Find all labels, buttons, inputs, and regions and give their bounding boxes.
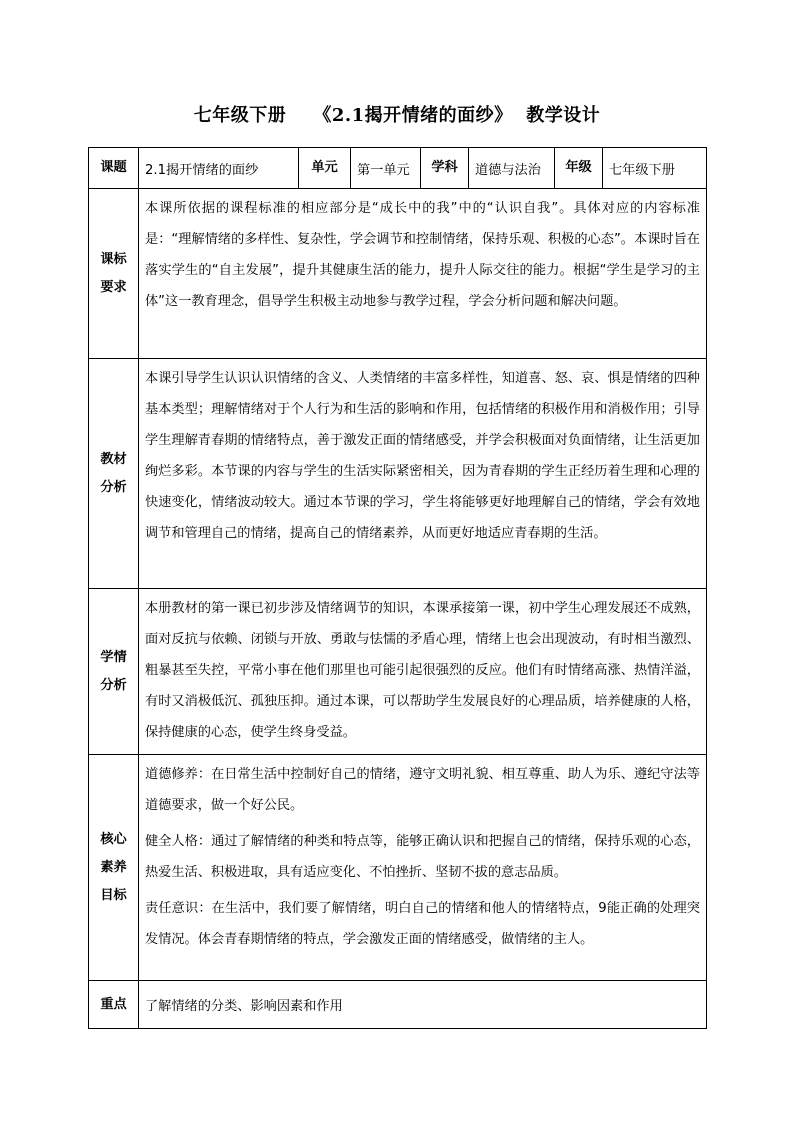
students-label bbox=[89, 589, 139, 755]
standards-text: 本课所依据的课程标准的相应部分是“成长中的我”中的“认识自我”。具体对应的内容标准是：“理解情绪的多样性、复杂性，学会调节和控制情绪，保持乐观、积极的心态”。本课时旨在落实学生的“自主发展”，提升其健康生活的能力，提升人际交往的能力。根据“学生是学习的主体”这一教育理念，倡导学生积极主动地参与教学过程，学会分析问题和解决问题。 bbox=[139, 189, 707, 359]
grade-value: 七年级下册 bbox=[603, 148, 707, 189]
students-text: 本册教材的第一课已初步涉及情绪调节的知识，本课承接第一课，初中学生心理发展还不成熟，面对反抗与依赖、闭锁与开放、勇敢与怯懦的矛盾心理，情绪上也会出现波动，有时相当激烈、粗暴甚至失控，平常小事在他们那里也可能引起很强烈的反应。他们有时情绪高涨、热情洋溢，有时又消极低沉、孤独压抑。通过本课，可以帮助学生发展良好的心理品质，培养健康的人格，保持健康的心态，使学生终身受益。 bbox=[139, 589, 707, 755]
textbook-label-line1: 教材 bbox=[100, 451, 127, 467]
literacy-label bbox=[89, 755, 139, 981]
standards-label-line1: 课标 bbox=[100, 251, 127, 267]
lesson-plan-table bbox=[88, 147, 707, 1029]
students-label-line2: 分析 bbox=[100, 677, 127, 693]
textbook-text: 本课引导学生认识认识情绪的含义、人类情绪的丰富多样性，知道喜、怒、哀、惧是情绪的四种基本类型；理解情绪对于个人行为和生活的影响和作用，包括情绪的积极作用和消极作用；引导学生理解青春期的情绪特点，善于激发正面的情绪感受，并学会积极面对负面情绪，让生活更加绚烂多彩。本节课的内容与学生的生活实际紧密相关，因为青春期的学生正经历着生理和心理的快速变化，情绪波动较大。通过本节课的学习，学生将能够更好地理解自己的情绪，学会有效地调节和管理自己的情绪，提高自己的情绪素养，从而更好地适应青春期的生活。 bbox=[139, 359, 707, 589]
literacy-personality-paragraph: 健全人格：通过了解情绪的种类和特点等，能够正确认识和把握自己的情绪，保持乐观的心态，热爱生活、积极进取，具有适应变化、不怕挫折、坚韧不拔的意志品质。 bbox=[145, 834, 700, 880]
students-label-line1: 学情 bbox=[100, 649, 127, 665]
standards-label bbox=[89, 189, 139, 359]
grade-label: 年级 bbox=[555, 148, 603, 189]
literacy-responsibility-paragraph: 责任意识：在生活中，我们要了解情绪，明白自己的情绪和他人的情绪特点，9能正确的处理突发情况。体会青春期情绪的特点，学会激发正面的情绪感受，做情绪的主人。 bbox=[145, 901, 700, 947]
literacy-moral-paragraph: 道德修养：在日常生活中控制好自己的情绪，遵守文明礼貌、相互尊重、助人为乐、遵纪守法等道德要求，做一个好公民。 bbox=[145, 767, 700, 813]
header-row bbox=[89, 148, 707, 189]
textbook-label bbox=[89, 359, 139, 589]
standards-label-line2: 要求 bbox=[100, 279, 127, 295]
subject-label: 学科 bbox=[421, 148, 469, 189]
key-points-text: 了解情绪的分类、影响因素和作用 bbox=[139, 981, 707, 1029]
key-points-label: 重点 bbox=[89, 981, 139, 1029]
unit-value: 第一单元 bbox=[351, 148, 421, 189]
document-title: 七年级下册 《2.1揭开情绪的面纱》 教学设计 bbox=[193, 105, 601, 126]
literacy-label-line1: 核心 bbox=[100, 831, 127, 847]
key-points-row bbox=[89, 981, 707, 1029]
literacy-text bbox=[139, 755, 707, 981]
topic-value: 2.1揭开情绪的面纱 bbox=[139, 148, 299, 189]
unit-label: 单元 bbox=[299, 148, 351, 189]
students-row bbox=[89, 589, 707, 755]
literacy-label-line2: 素养 bbox=[100, 859, 127, 875]
topic-label: 课题 bbox=[89, 148, 139, 189]
subject-value: 道德与法治 bbox=[469, 148, 555, 189]
literacy-label-line3: 目标 bbox=[100, 887, 127, 903]
textbook-row bbox=[89, 359, 707, 589]
standards-row bbox=[89, 189, 707, 359]
literacy-row bbox=[89, 755, 707, 981]
textbook-label-line2: 分析 bbox=[100, 479, 127, 495]
